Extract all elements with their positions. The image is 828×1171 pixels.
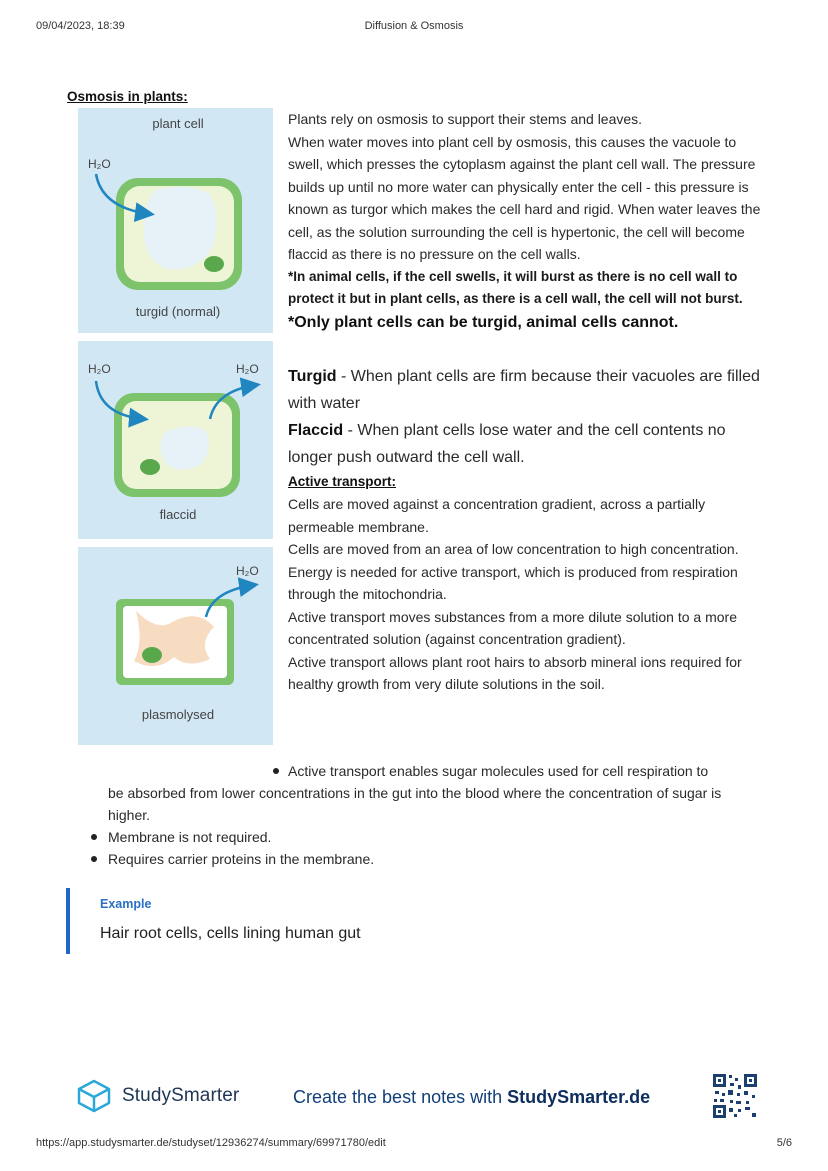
panel1-title: plant cell (152, 116, 204, 131)
panel1-h2o-label: H₂O (88, 157, 111, 171)
qr-code-icon[interactable] (712, 1073, 758, 1119)
bullet-dot (273, 768, 279, 774)
plasmolysed-cell-illustration (78, 547, 273, 745)
definition-turgid (288, 363, 768, 417)
definition-text: - When plant cells are firm because their vacuoles are filled with water (288, 367, 760, 412)
active-transport-paragraph: Cells are moved against a concentration gradient, across a partially permeable membrane. (288, 496, 706, 535)
example-callout (66, 888, 766, 954)
bullet-lead-text: Active transport enables sugar molecules used for cell respiration to (288, 763, 709, 779)
panel3-caption: plasmolysed (141, 707, 215, 722)
print-header (36, 20, 792, 34)
animal-cell-note: *In animal cells, if the cell swells, it will burst as there is no cell wall to protect it but in plant cells, as there is a cell wall, the cell will not burst. (288, 268, 743, 306)
vacuole (160, 426, 208, 469)
active-transport-paragraph: Active transport moves substances from a more dilute solution to a more concentrated solution (against concentration gradient). (288, 608, 737, 647)
figure-plasmolysed-cell (78, 547, 273, 745)
figure-flaccid-cell (78, 341, 273, 539)
tagline-prefix: Create the best notes with (293, 1087, 508, 1107)
panel2-h2o-left: H₂O (88, 362, 111, 376)
active-transport-paragraph: Cells are moved from an area of low concentration to high concentration. (288, 541, 739, 557)
list-item: Requires carrier proteins in the membrane. (88, 848, 768, 870)
definition-term: Flaccid (288, 421, 344, 439)
page-footer (0, 1070, 828, 1126)
section-heading: Osmosis in plants: (67, 89, 188, 104)
nucleus (204, 256, 224, 272)
nucleus (142, 647, 162, 663)
osmosis-paragraph: When water moves into plant cell by osmosis, this causes the vacuole to swell, which presses the cytoplasm against the plant cell wall. The pressure builds up until no more water can physically enter the cell - this pressure is known as turgor which makes the cell hard and rigid. When water leaves the cell, as the solution surrounding the cell is hypertonic, the cell will become flaccid as there is no pressure on the cell walls. (288, 133, 761, 262)
panel2-h2o-right: H₂O (236, 362, 259, 376)
turgid-only-note: *Only plant cells can be turgid, animal cells cannot. (288, 313, 679, 331)
tagline-brand: StudySmarter.de (507, 1087, 651, 1107)
page-url[interactable]: https://app.studysmarter.de/studyset/12936274/summary/69971780/edit (36, 1137, 386, 1149)
definition-term: Turgid (288, 367, 337, 385)
turgid-cell-illustration (78, 108, 273, 333)
bullet-list (88, 826, 768, 870)
footer-tagline (293, 1087, 650, 1108)
example-text: Hair root cells, cells lining human gut (100, 925, 361, 942)
figure-turgid-cell (78, 108, 273, 333)
list-item: Membrane is not required. (88, 826, 768, 848)
page-number: 5/6 (776, 1137, 792, 1149)
panel1-caption: turgid (normal) (135, 304, 221, 319)
panel2-caption: flaccid (159, 507, 197, 522)
studysmarter-logo[interactable] (76, 1079, 239, 1113)
osmosis-paragraph: Plants rely on osmosis to support their stems and leaves. (288, 111, 643, 127)
active-transport-heading: Active transport: (288, 473, 397, 489)
document-title: Diffusion & Osmosis (364, 20, 464, 32)
definition-flaccid (288, 417, 768, 471)
print-date: 09/04/2023, 18:39 (36, 20, 125, 32)
nucleus (140, 459, 160, 475)
flaccid-cell-illustration (78, 341, 273, 539)
print-footer (36, 1137, 792, 1151)
bullet-lead-line (288, 760, 768, 782)
panel3-h2o-right: H₂O (236, 564, 259, 578)
definition-text: - When plant cells lose water and the cell contents no longer push outward the cell wall. (288, 421, 726, 466)
example-label: Example (100, 897, 152, 911)
bullet-continuation: be absorbed from lower concentrations in the gut into the blood where the concentration of sugar is higher. (108, 785, 722, 823)
active-transport-paragraph: Energy is needed for active transport, which is produced from respiration through the mitochondria. (288, 563, 738, 602)
brand-name: StudySmarter (122, 1085, 240, 1106)
cube-logo-icon (76, 1079, 112, 1113)
osmosis-text-column (288, 108, 768, 696)
active-transport-paragraph: Active transport allows plant root hairs to absorb mineral ions required for healthy growth from very dilute solutions in the soil. (288, 653, 742, 692)
